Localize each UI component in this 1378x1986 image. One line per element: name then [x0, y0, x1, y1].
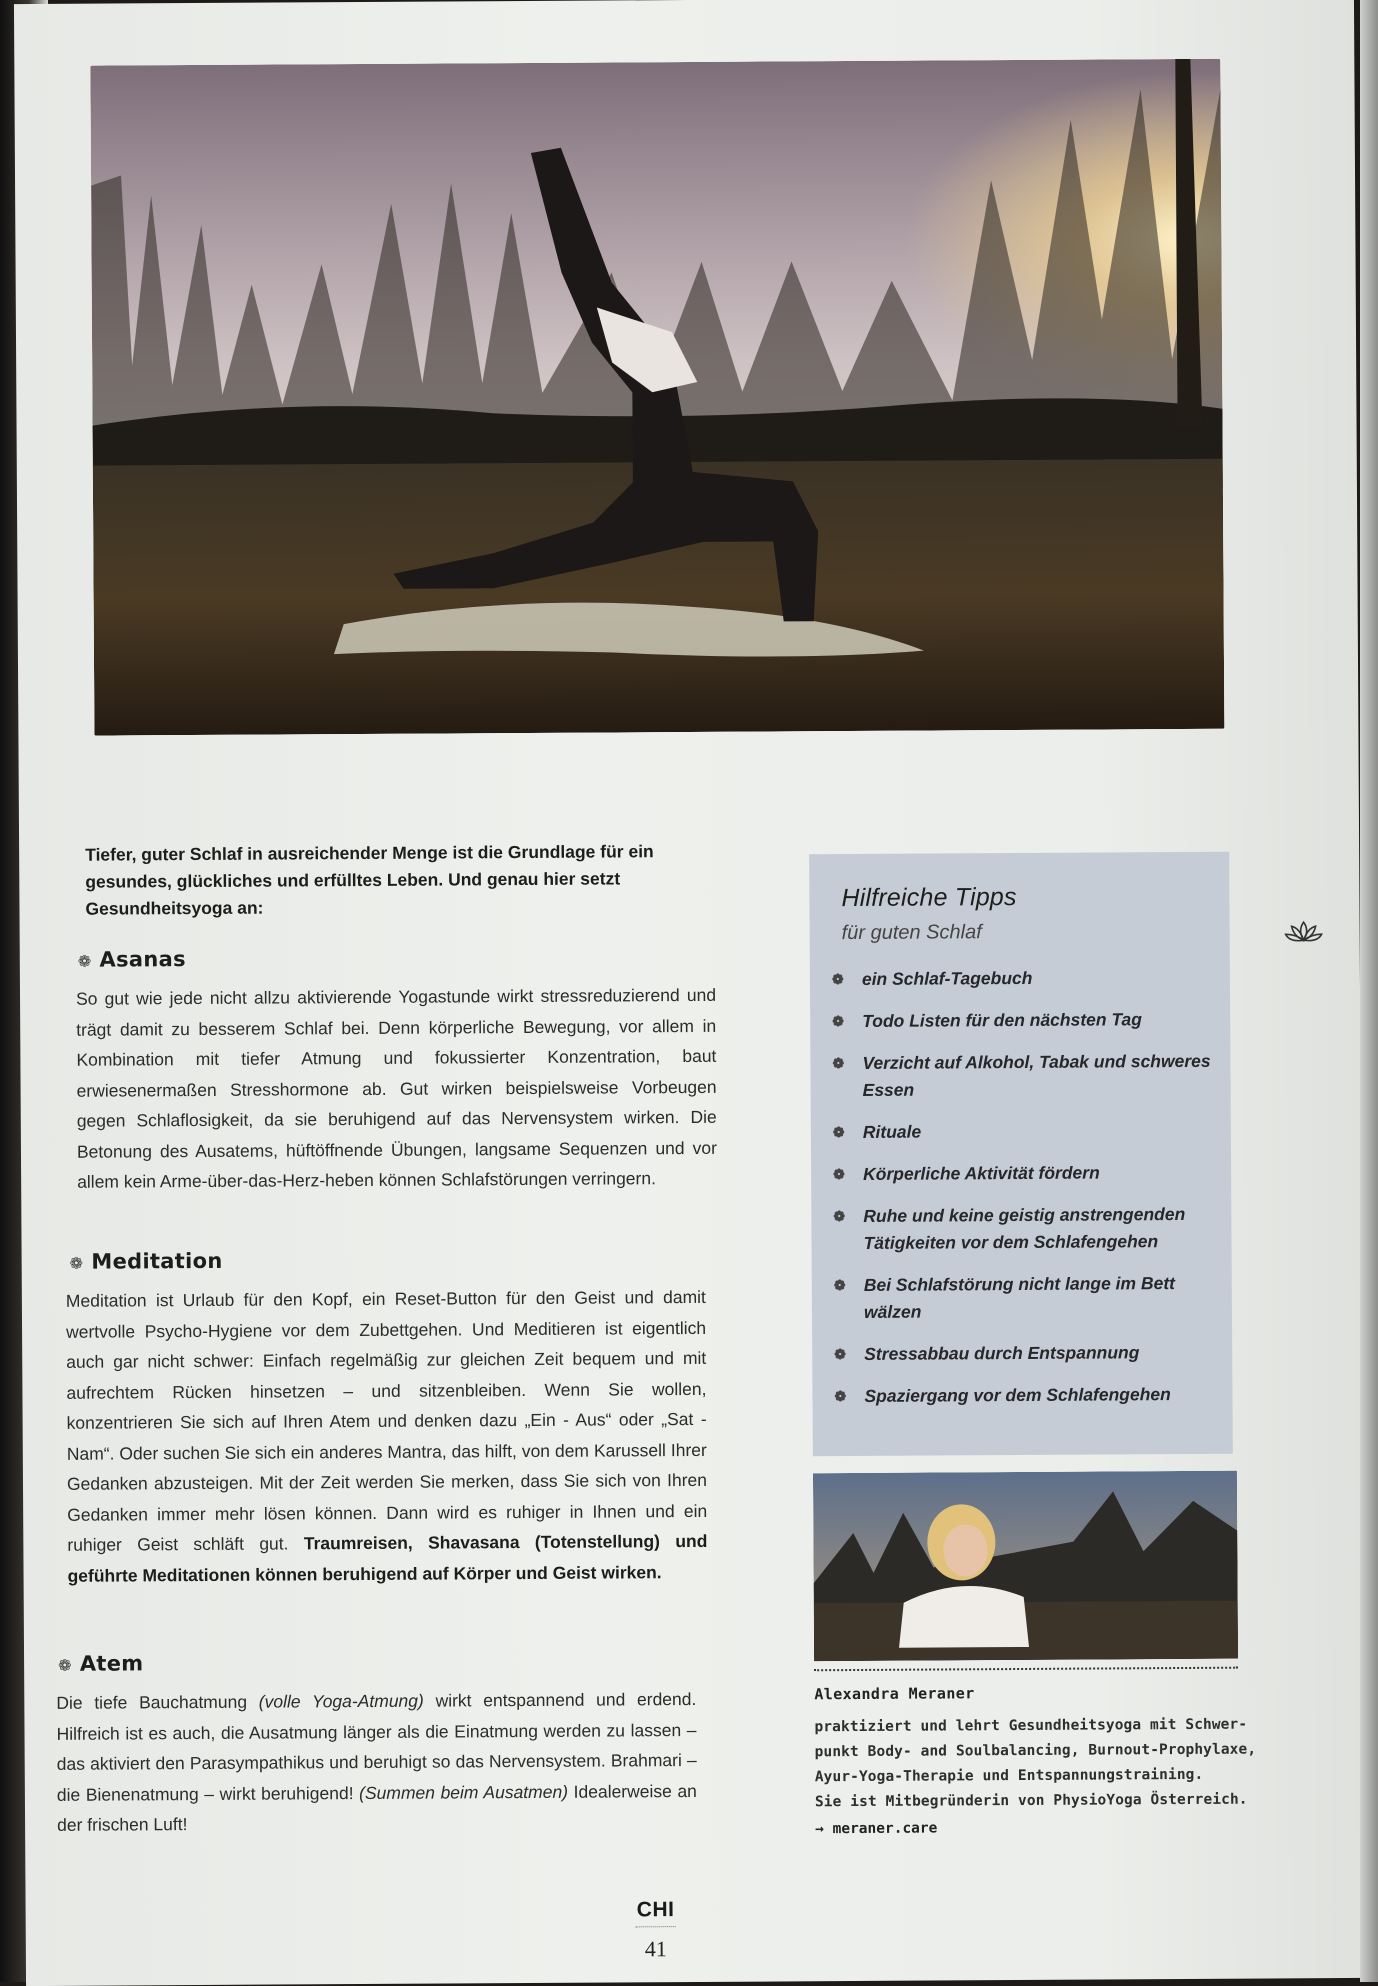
- tips-title: Hilfreiche Tipps: [841, 883, 1017, 913]
- asanas-heading-text: Asanas: [99, 947, 186, 972]
- meditation-heading: [70, 1249, 223, 1274]
- tips-list: [832, 964, 1215, 1425]
- asanas-text: So gut wie jede nicht allzu aktivierende Yogastunde wirkt stressreduzierend und trägt damit zu besserem Schlaf bei. Denn körperliche Bewegung, vor allem in Kombination mit tiefer Atmung und fokussierter Konzentration, baut erwiesenermaßen Stresshormone ab. Gut wirken beispielsweise Vorbeugen gegen Schlaflosigkeit, da sie beruhigend auf das Nervensystem wirken. Die Betonung des Ausatems, hüftöffnende Übungen, langsame Sequenzen und vor allem kein Arme-über-das-Herz-heben können Schlafstörungen verringern.: [75, 984, 718, 1192]
- page-number: 41: [644, 1936, 667, 1962]
- flower-bullet-icon: ❁: [77, 951, 92, 971]
- intro-paragraph: Tiefer, guter Schlaf in ausreichender Menge ist die Grundlage für ein gesundes, glückliches und erfülltes Leben. Und genau hier setzt Gesundheitsyoga an:: [85, 841, 654, 919]
- flower-bullet-icon: ❁: [834, 1388, 847, 1405]
- author-portrait-photo: [813, 1471, 1238, 1662]
- author-divider: [814, 1667, 1238, 1672]
- page-edge: [1360, 0, 1378, 1982]
- author-bio-line: punkt Body- and Soulbalancing, Burnout-Prophylaxe,: [814, 1741, 1257, 1761]
- lotus-icon: [1284, 918, 1324, 946]
- flower-bullet-icon: ❁: [833, 1277, 846, 1294]
- atem-text-italic-2: (Summen beim Ausatmen): [359, 1781, 569, 1803]
- magazine-brand: CHI: [636, 1898, 675, 1922]
- flower-bullet-icon: ❁: [69, 1253, 84, 1273]
- author-bio-line: Sie ist Mitbegründerin von PhysioYoga Österreich.: [814, 1791, 1248, 1811]
- tip-item: ❁ Körperliche Aktivität fördern: [833, 1159, 1213, 1188]
- flower-bullet-icon: ❁: [58, 1655, 72, 1675]
- meditation-text: [66, 1282, 708, 1591]
- author-bio-line: praktiziert und lehrt Gesundheitsyoga mit Schwer-: [814, 1716, 1248, 1736]
- author-website-link[interactable]: → meraner.care: [815, 1820, 938, 1838]
- tip-item: ❁ ein Schlaf-Tagebuch: [832, 964, 1212, 993]
- atem-text-3: Idealerweise an der frischen Luft!: [57, 1780, 697, 1835]
- hero-photo-yoga-pose: [90, 59, 1224, 736]
- meditation-text-body: Meditation ist Urlaub für den Kopf, ein Reset-Button für den Geist und damit wertvolle Psycho-Hygiene vor dem Zubettgehen. Und Meditieren ist eigentlich auch gar nicht schwer: Einfach regelmäßig zur gleichen Zeit bequem und mit aufrechtem Rücken hinsetzen – und sitzenbleiben. Wenn Sie wollen, konzentrieren Sie sich auf Ihren Atem und denken dazu „Ein - Aus“ oder „Sat - Nam“. Oder suchen Sie sich ein anderes Mantra, das hilft, von dem Karussell Ihrer Gedanken abzusteigen. Mit der Zeit werden Sie merken, dass Sie sich von Ihren Gedanken immer mehr lösen können. Dann wird es ruhiger in Ihnen und ein ruhiger Geist schläft gut.: [65, 1286, 708, 1555]
- tip-item: ❁ Ruhe und keine geistig anstrengenden Tätigkeiten vor dem Schlafengehen: [833, 1203, 1186, 1253]
- author-name: Alexandra Meraner: [814, 1684, 975, 1704]
- footer-divider: [636, 1926, 676, 1927]
- flower-bullet-icon: ❁: [832, 1124, 845, 1141]
- author-bio-line: Ayur-Yoga-Therapie und Entspannungstraining.: [814, 1766, 1204, 1786]
- atem-heading-text: Atem: [79, 1651, 144, 1676]
- tip-item: ❁ Verzicht auf Alkohol, Tabak und schweres Essen: [832, 1050, 1211, 1100]
- flower-bullet-icon: ❁: [832, 1013, 844, 1030]
- flower-bullet-icon: ❁: [831, 971, 844, 988]
- author-bio: [814, 1713, 1265, 1816]
- magazine-page: [14, 0, 1366, 1986]
- atem-heading: [58, 1651, 143, 1676]
- tip-item: ❁ Stressabbau durch Entspannung: [834, 1339, 1214, 1368]
- atem-text-italic-1: (volle Yoga-Atmung): [258, 1690, 424, 1712]
- atem-text-1: Die tiefe Bauchatmung: [56, 1691, 248, 1713]
- flower-bullet-icon: ❁: [833, 1208, 846, 1225]
- flower-bullet-icon: ❁: [833, 1166, 845, 1183]
- tips-subtitle: für guten Schlaf: [841, 921, 982, 945]
- tip-item: ❁ Todo Listen für den nächsten Tag: [832, 1006, 1212, 1035]
- asanas-heading: [78, 947, 186, 972]
- flower-bullet-icon: ❁: [832, 1055, 845, 1072]
- tip-item: ❁ Spaziergang vor dem Schlafengehen: [834, 1381, 1214, 1410]
- atem-text-2: wirkt entspannend und erdend. Hilfreich ist es auch, die Ausatmung länger als die Einatmung werden zu lassen – das aktiviert den Parasympathikus und beruhigt so das Nervensystem. Brahmari – die Bienenatmung – wirkt beruhigend!: [56, 1688, 697, 1805]
- tip-item: ❁ Rituale: [833, 1117, 1213, 1146]
- meditation-text-bold: Traumreisen, Shavasana (Totenstellung) und geführte Meditationen können beruhigend auf Körper und Geist wirken.: [67, 1530, 708, 1586]
- tips-box: [809, 852, 1233, 1457]
- tip-item: ❁ Bei Schlafstörung nicht lange im Bett wälzen: [833, 1273, 1176, 1322]
- flower-bullet-icon: ❁: [834, 1346, 847, 1363]
- atem-text: [56, 1684, 697, 1840]
- meditation-heading-text: Meditation: [91, 1248, 223, 1274]
